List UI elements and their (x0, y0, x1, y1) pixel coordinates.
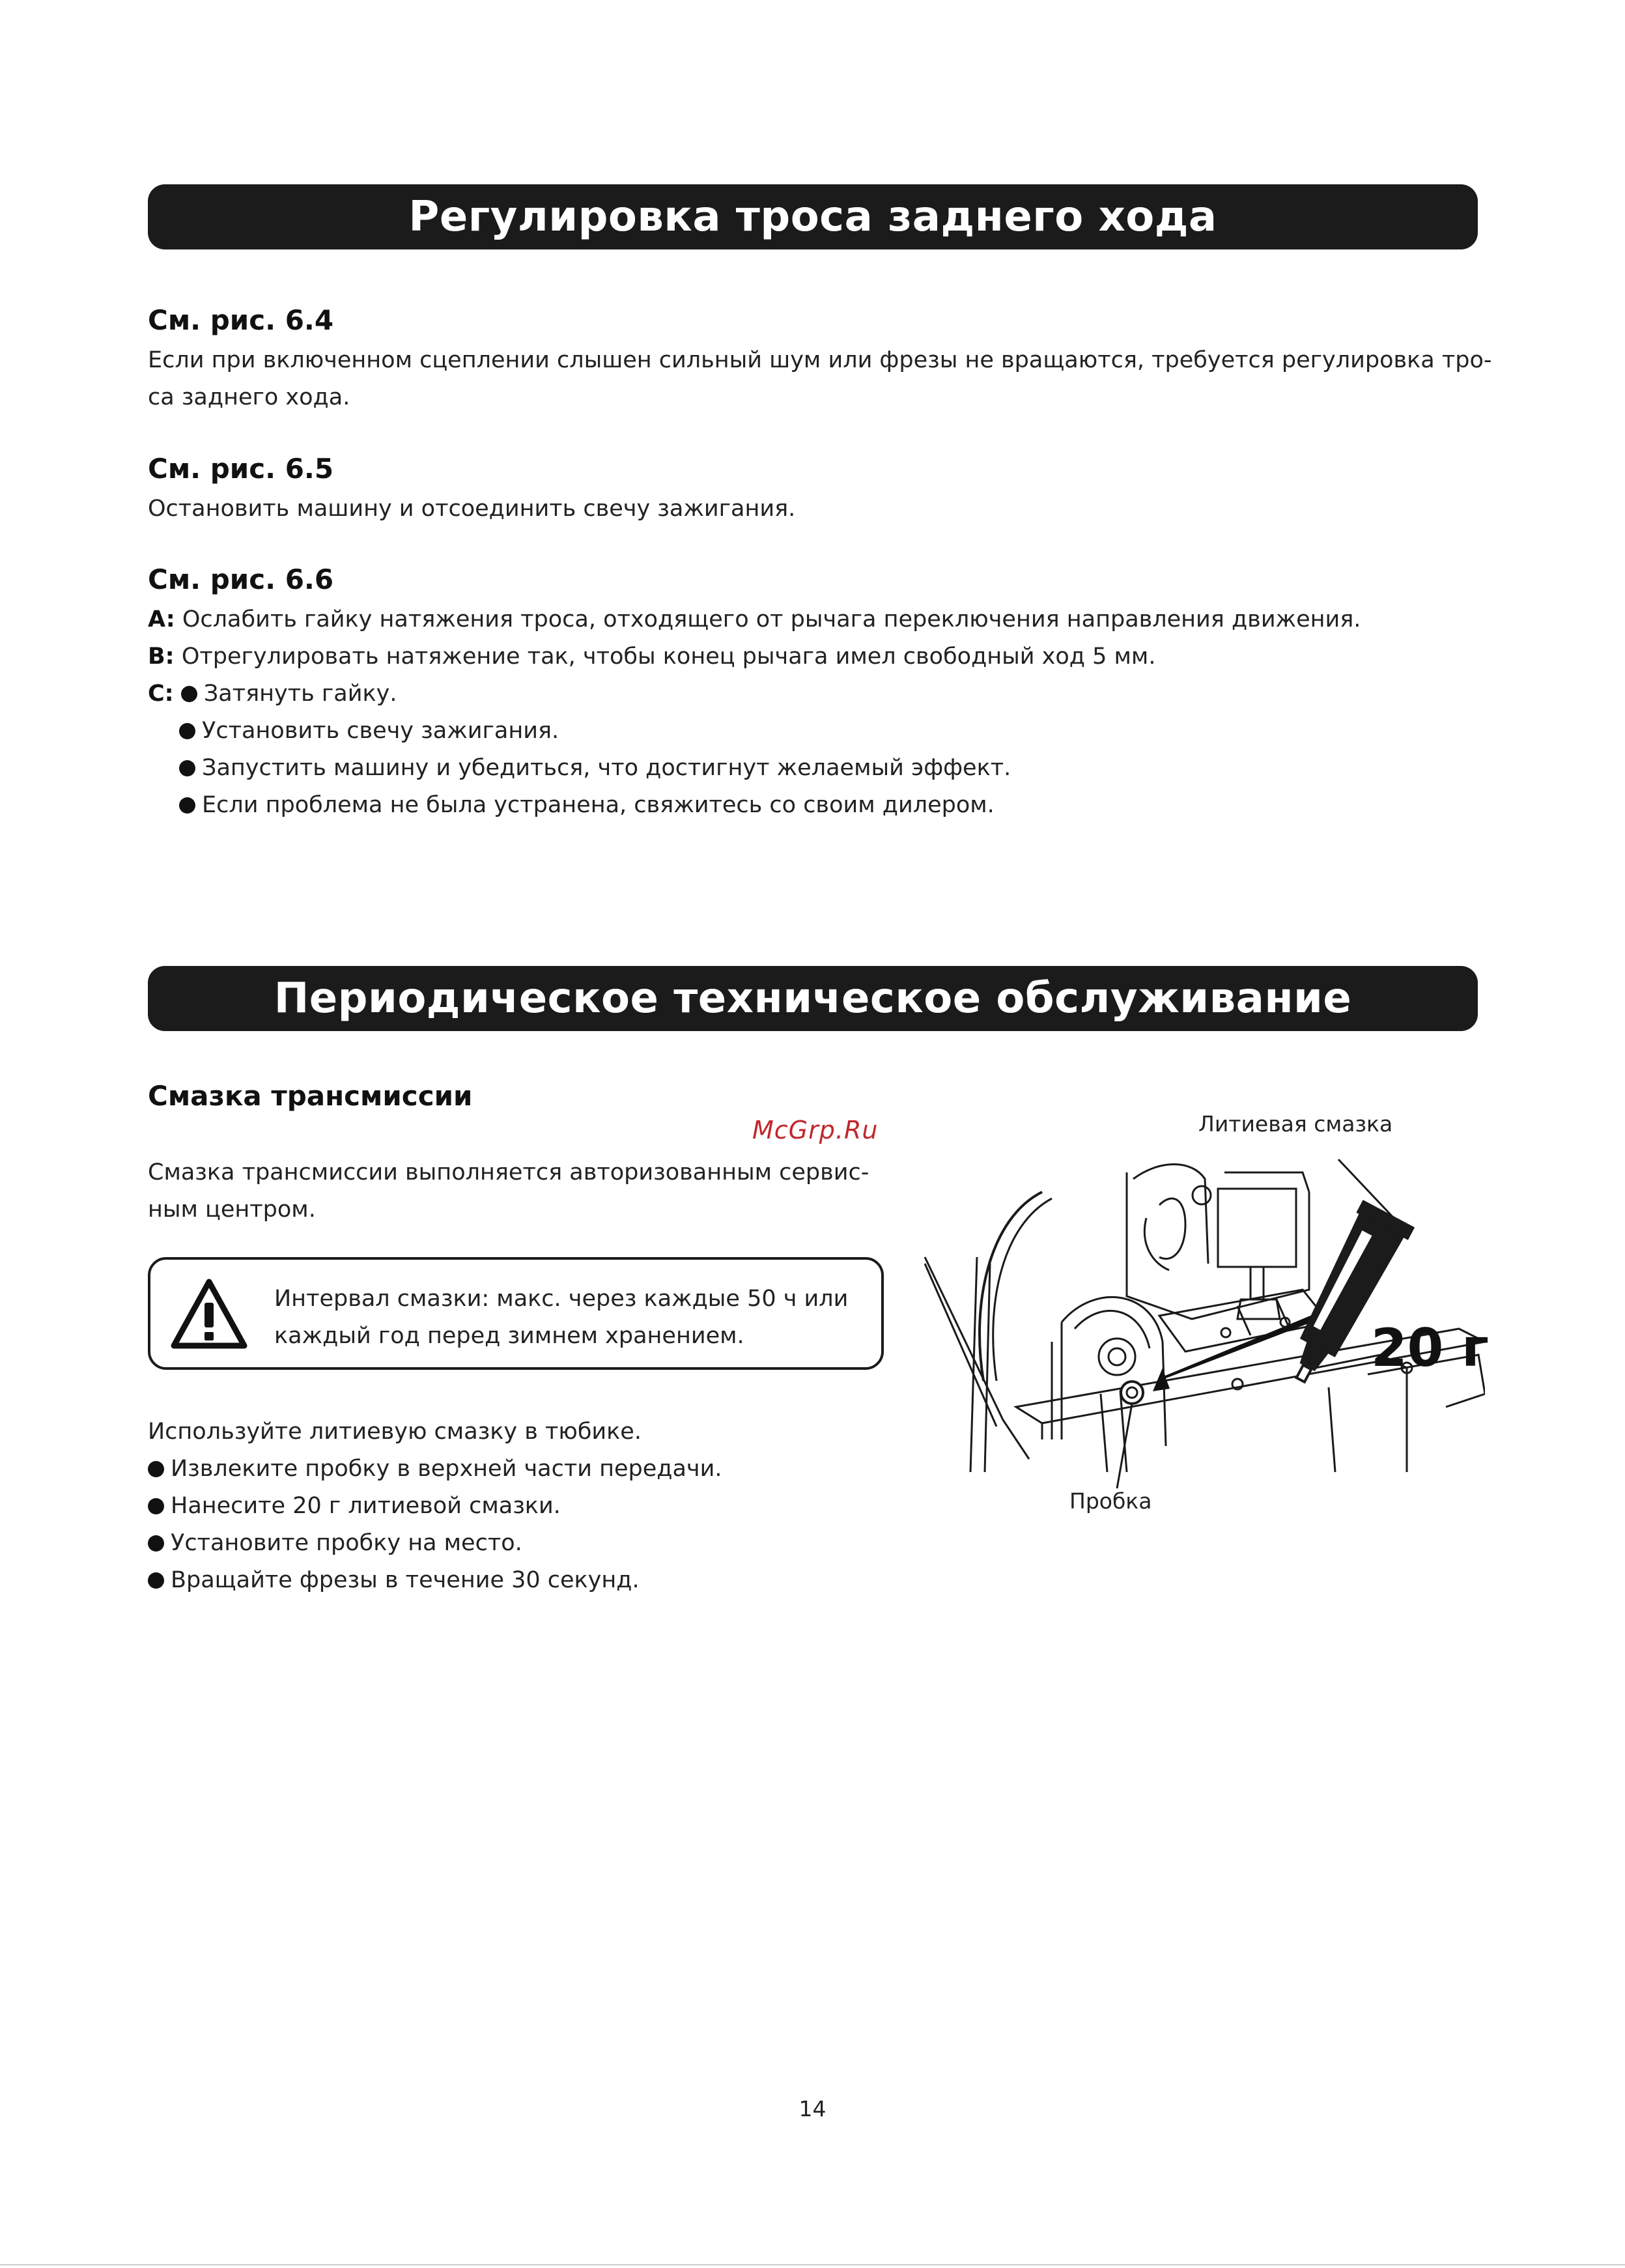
label-lithium-grease: Литиевая смазка (1198, 1111, 1393, 1137)
step-b-label: B: (148, 644, 175, 670)
section-title-reverse-cable: Регулировка троса заднего хода (148, 184, 1478, 249)
heading-fig-6-4: См. рис. 6.4 (148, 304, 334, 336)
fig-6-5-line-1: Остановить машину и отсоединить свечу зажигания. (148, 496, 796, 522)
step-b (148, 638, 1155, 675)
step-c-bullet-3 (179, 750, 1011, 787)
plug-icon (1121, 1382, 1143, 1404)
step-c-item: Затянуть гайку. (203, 681, 397, 707)
step-b-text: Отрегулировать натяжение так, чтобы конец рычага имел свободный ход 5 мм. (181, 644, 1156, 670)
step-c (148, 675, 397, 713)
step-c-bullet-2 (179, 713, 559, 750)
step-a-text: Ослабить гайку натяжения троса, отходящего от рычага переключения направления движения. (182, 606, 1361, 632)
heading-fig-6-6: См. рис. 6.6 (148, 563, 334, 595)
warning-box (148, 1257, 884, 1370)
grease-amount: 20 г (1371, 1318, 1489, 1378)
bullet-icon (179, 797, 195, 814)
lubrication-step-text: Вращайте фрезы в течение 30 секунд. (171, 1567, 640, 1593)
section-title-maintenance: Периодическое техническое обслуживание (148, 966, 1478, 1031)
label-plug: Пробка (1069, 1488, 1152, 1514)
bullet-icon (148, 1461, 164, 1477)
lubrication-step-1 (148, 1451, 722, 1488)
page-number: 14 (798, 2096, 827, 2121)
fig-6-4-line-1: Если при включенном сцеплении слышен сильный шум или фрезы не вращаются, требуется регулировка тро- (148, 347, 1492, 373)
lubrication-step-3 (148, 1525, 522, 1562)
step-a-label: A: (148, 606, 175, 632)
step-a (148, 601, 1361, 638)
lubrication-step-text: Извлеките пробку в верхней части передачи. (171, 1456, 722, 1482)
step-c-label: C: (148, 681, 174, 707)
bullet-icon (148, 1498, 164, 1514)
lubrication-step-text: Установите пробку на место. (171, 1530, 522, 1556)
heading-transmission-lubrication: Смазка трансмиссии (148, 1080, 473, 1112)
warning-triangle-icon (170, 1278, 248, 1351)
step-c-bullet-4 (179, 787, 995, 824)
lubricant-intro: Используйте литиевую смазку в тюбике. (148, 1419, 642, 1445)
fig-6-4-line-2: са заднего хода. (148, 384, 350, 410)
step-c-item: Установить свечу зажигания. (202, 718, 559, 744)
lubrication-step-text: Нанесите 20 г литиевой смазки. (171, 1493, 561, 1519)
watermark: McGrp.Ru (752, 1116, 879, 1144)
page-bottom-divider (0, 2264, 1625, 2265)
lubrication-paragraph-line-2: ным центром. (148, 1197, 316, 1223)
bullet-icon (179, 760, 195, 776)
lubrication-paragraph-line-1: Смазка трансмиссии выполняется авторизованным сервис- (148, 1159, 869, 1185)
heading-fig-6-5: См. рис. 6.5 (148, 453, 334, 485)
bullet-icon (179, 723, 195, 739)
step-c-item: Запустить машину и убедиться, что достигнут желаемый эффект. (202, 755, 1011, 781)
bullet-icon (148, 1572, 164, 1589)
warning-line-1: Интервал смазки: макс. через каждые 50 ч или (274, 1286, 849, 1312)
lubrication-step-4 (148, 1562, 640, 1599)
bullet-icon (148, 1535, 164, 1552)
step-c-item: Если проблема не была устранена, свяжитесь со своим дилером. (202, 792, 995, 818)
warning-line-2: каждый год перед зимнем хранением. (274, 1323, 744, 1349)
lubrication-step-2 (148, 1488, 561, 1525)
bullet-icon (181, 686, 197, 702)
warning-text (274, 1281, 867, 1355)
